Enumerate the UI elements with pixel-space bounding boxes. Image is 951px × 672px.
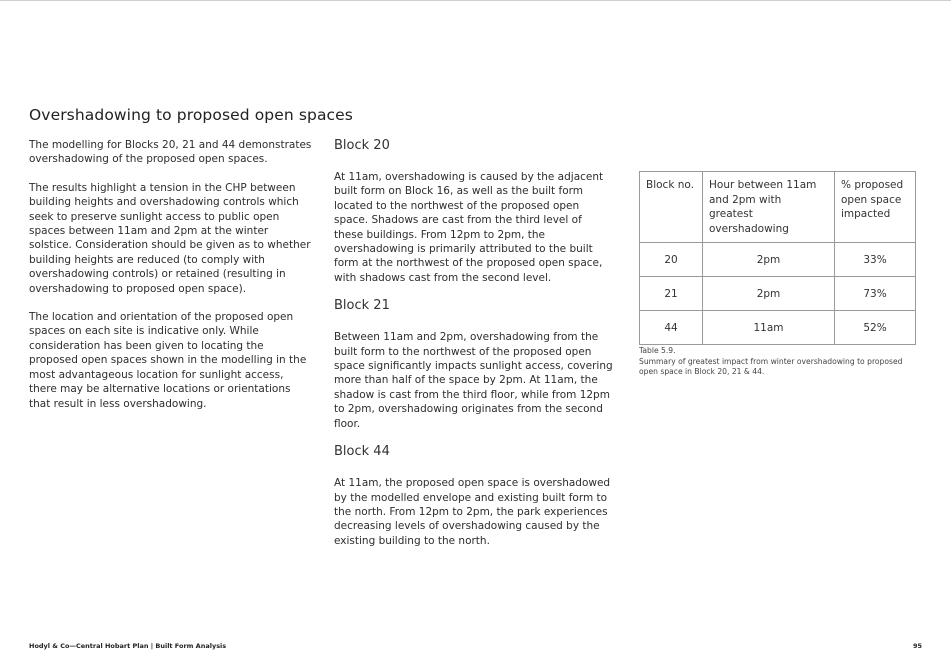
top-rule bbox=[0, 0, 951, 1]
page-number: 95 bbox=[912, 642, 922, 650]
table-row bbox=[640, 277, 916, 311]
header-block-no: Block no. bbox=[640, 172, 703, 243]
footer-separator: — bbox=[69, 642, 76, 650]
cell-block-no: 21 bbox=[640, 277, 703, 311]
caption-text: Summary of greatest impact from winter overshadowing to proposed open space in Block 20, 21 & 44. bbox=[639, 356, 903, 376]
block-description: At 11am, the proposed open space is overshadowed by the modelled envelope and existing built form to the north. From 12pm to 2pm, the park experiences decreasing levels of overshadowing caused by the existing building to the north. bbox=[334, 477, 611, 547]
caption-label: Table 5.9. bbox=[639, 346, 676, 355]
page-title: Overshadowing to proposed open spaces bbox=[29, 106, 353, 124]
cell-percent: 33% bbox=[835, 243, 916, 277]
cell-hour: 2pm bbox=[703, 277, 835, 311]
blocks-column bbox=[334, 138, 614, 561]
cell-block-no: 20 bbox=[640, 243, 703, 277]
cell-percent: 73% bbox=[835, 277, 916, 311]
block-heading: Block 44 bbox=[334, 444, 390, 460]
impact-table bbox=[639, 171, 916, 345]
block-21-section bbox=[334, 298, 614, 431]
table-row bbox=[640, 311, 916, 345]
block-description: Between 11am and 2pm, overshadowing from the built form to the northwest of the proposed open space significantly impacts sunlight access, covering more than half of the space by 2pm. At 11am, the shadow is cast from the third floor, while from 12pm to 2pm, overshadowing originates from the second floor. bbox=[334, 331, 613, 430]
cell-hour: 11am bbox=[703, 311, 835, 345]
footer-brand: Hodyl & Co bbox=[29, 642, 70, 650]
intro-paragraph: The location and orientation of the proposed open spaces on each site is indicative only. While consideration has been given to locating the proposed open spaces shown in the modelling in the most advantageous location for sunlight access, there may be alternative locations or orientations that result in less overshadowing. bbox=[29, 311, 307, 410]
header-percent: % proposed open space impacted bbox=[835, 172, 916, 243]
block-description: At 11am, overshadowing is caused by the adjacent built form on Block 16, as well as the built form located to the northwest of the proposed open space. Shadows are cast from the third level of these buildings. From 12pm to 2pm, the overshadowing is primarily attributed to the built form at the northwest of the proposed open space, with shadows cast from the second level. bbox=[334, 171, 604, 284]
table-caption bbox=[639, 346, 909, 378]
intro-paragraph: The modelling for Blocks 20, 21 and 44 demonstrates overshadowing of the proposed open spaces. bbox=[29, 139, 312, 166]
block-44-section bbox=[334, 444, 614, 548]
cell-hour: 2pm bbox=[703, 243, 835, 277]
intro-column bbox=[29, 138, 314, 425]
impact-table-container bbox=[639, 171, 916, 345]
table-header-row bbox=[640, 172, 916, 243]
footer-document-info bbox=[29, 642, 226, 650]
block-heading: Block 20 bbox=[334, 138, 390, 153]
cell-percent: 52% bbox=[835, 311, 916, 345]
footer-document: Central Hobart Plan | Built Form Analysis bbox=[75, 642, 227, 650]
block-heading: Block 21 bbox=[334, 298, 390, 314]
block-20-section bbox=[334, 138, 614, 285]
table-row bbox=[640, 243, 916, 277]
intro-paragraph: The results highlight a tension in the CHP between building heights and overshadowing controls which seek to preserve sunlight access to public open spaces between 11am and 2pm at the winter solstice. Consideration should be given as to whether building heights are reduced (to comply with overshadowing controls) or retained (resulting in overshadowing to proposed open space). bbox=[29, 181, 311, 295]
header-hour: Hour between 11am and 2pm with greatest overshadowing bbox=[703, 172, 835, 243]
cell-block-no: 44 bbox=[640, 311, 703, 345]
